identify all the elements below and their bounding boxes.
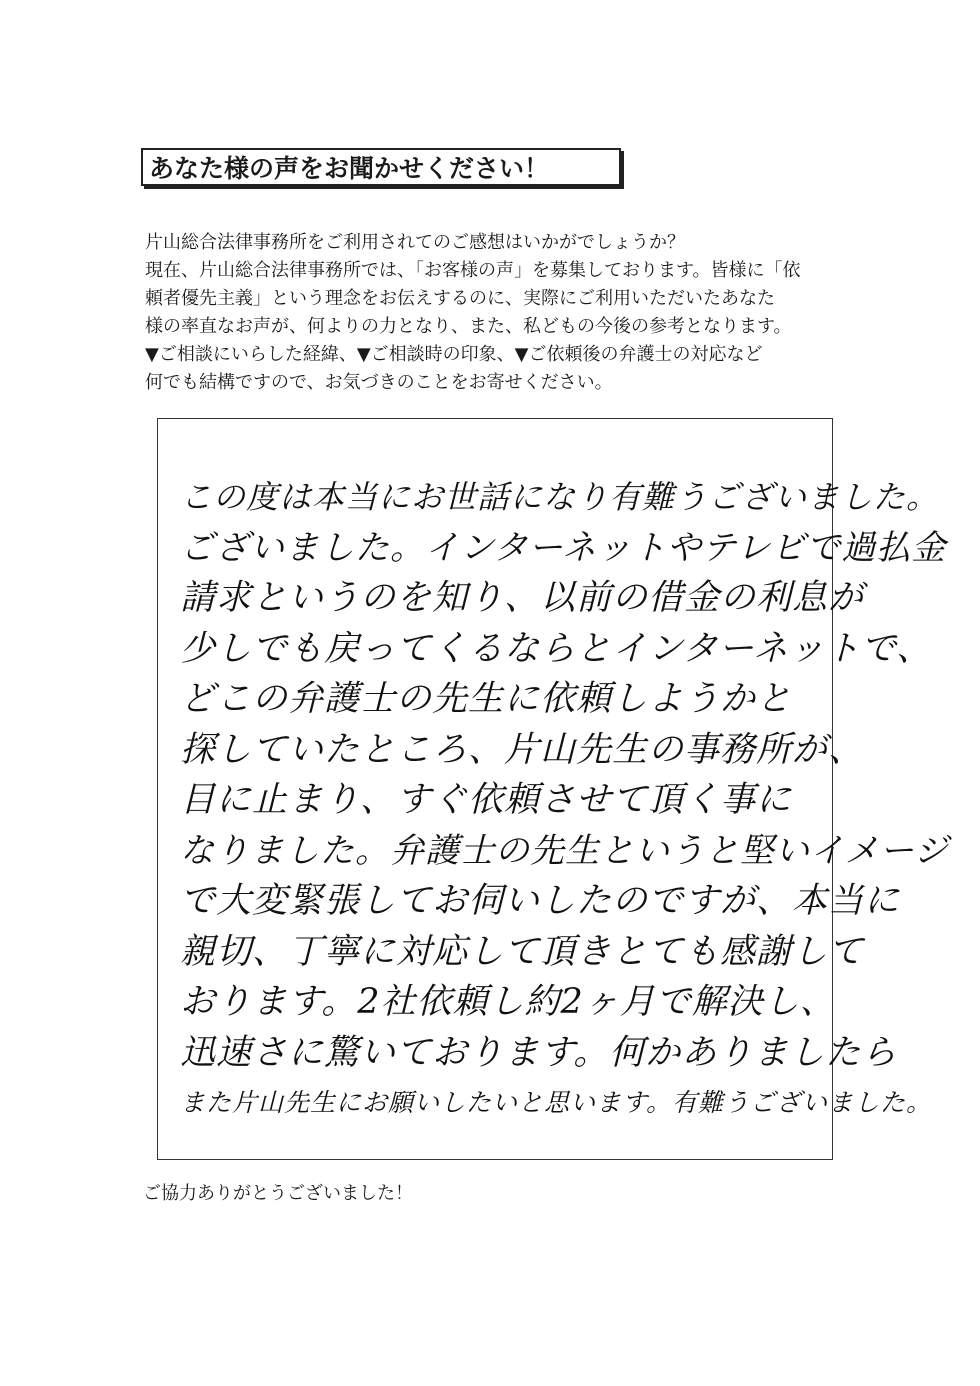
handwritten-line: で大変緊張してお伺いしたのですが、本当に (180, 881, 901, 921)
handwritten-line: 探していたところ、片山先生の事務所が、 (180, 729, 865, 770)
intro-text (145, 229, 865, 397)
handwritten-line: 目に止まり、すぐ依頼させて頂く事に (180, 780, 793, 820)
handwritten-response (180, 472, 949, 1129)
handwritten-line: 請求というのを知り、以前の借金の利息が (180, 578, 865, 618)
thanks-text: ご協力ありがとうございました！ (143, 1183, 413, 1204)
handwritten-line: また片山先生にお願いしたいと思います。有難うございました。 (180, 1088, 933, 1117)
handwritten-line: どこの弁護士の先生に依頼しようかと (180, 679, 793, 719)
handwritten-line: ございました。インターネットやテレビで過払金 (180, 527, 947, 568)
intro-line: 片山総合法律事務所をご利用されてのご感想はいかがでしょうか？ (145, 232, 685, 253)
page-title: あなた様の声をお聞かせください！ (149, 154, 550, 183)
intro-line: ▼ご相談にいらした経緯、▼ご相談時の印象、▼ご依頼後の弁護士の対応など (145, 344, 763, 365)
handwritten-line: 親切、丁寧に対応して頂きとても感謝して (180, 931, 865, 972)
title-box (141, 148, 621, 186)
intro-line: 頼者優先主義」という理念をお伝えするのに、実際にご利用いただいたあなた (145, 288, 775, 309)
intro-line: 現在、片山総合法律事務所では、「お客様の声」を募集しております。皆様に「依 (145, 260, 801, 281)
handwritten-line: この度は本当にお世話になり有難うございました。 (180, 478, 940, 516)
intro-line: 何でも結構ですので、お気づきのことをお寄せください。 (145, 372, 613, 393)
intro-line: 様の率直なお声が、何よりの力となり、また、私どもの今後の参考となります。 (145, 316, 792, 337)
handwritten-line: なりました。弁護士の先生というと堅いイメージ (180, 830, 949, 871)
handwritten-line: 迅速さに驚いております。何かありましたら (180, 1032, 898, 1073)
handwritten-line: おります。2社依頼し約2ヶ月で解決し、 (180, 982, 836, 1022)
handwritten-line: 少しでも戻ってくるならとインターネットで、 (180, 628, 933, 669)
